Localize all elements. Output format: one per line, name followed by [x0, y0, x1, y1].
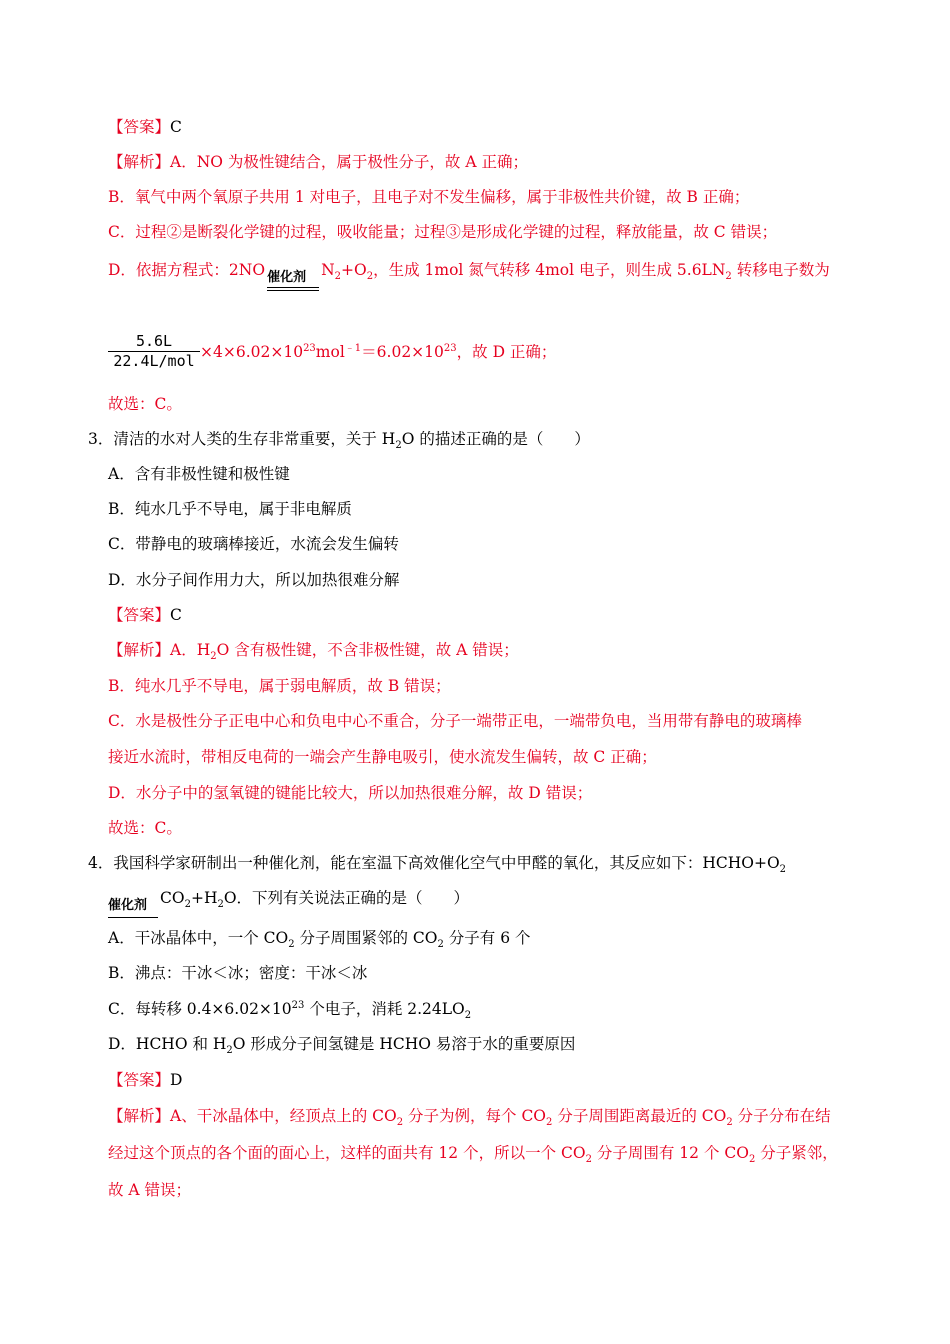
q3-option-d: D．水分子间作用力大，所以加热很难分解 — [108, 571, 400, 589]
q3-analysis-c1: C．水是极性分子正电中心和负电中心不重合，分子一端带正电，一端带负电，当用带有静电的玻璃棒 — [108, 712, 802, 730]
catalyst-arrow — [108, 898, 158, 920]
subscript: 2 — [464, 1010, 472, 1022]
q3-analysis-b: B．纯水几乎不导电，属于弱电解质，故 B 错误； — [108, 677, 451, 695]
calc-conclusion: ，故 D 正确； — [456, 343, 557, 361]
q3-option-b: B．纯水几乎不导电，属于非电解质 — [108, 500, 352, 518]
fraction-denominator: 22.4L/mol — [113, 352, 195, 370]
analysis-tag: 【解析】 — [108, 1107, 171, 1125]
subscript: 2 — [748, 1154, 756, 1166]
subscript: 2 — [726, 1117, 733, 1129]
option-text: 分子有 6 个 — [443, 929, 531, 947]
answer-value: C — [170, 118, 182, 136]
q3-option-a: A．含有非极性键和极性键 — [108, 465, 290, 483]
analysis-text: 经过这个顶点的各个面的面心上，这样的面共有 12 个，所以一个 CO — [108, 1144, 586, 1162]
analysis-text: A．H — [170, 641, 211, 659]
equation-n: N — [321, 261, 335, 279]
q3-option-c: C．带静电的玻璃棒接近，水流会发生偏转 — [108, 535, 399, 553]
subscript: 2 — [396, 1117, 404, 1129]
subscript: 2 — [585, 1154, 592, 1166]
analysis-text: A、干冰晶体中，经顶点上的 CO — [170, 1107, 397, 1125]
superscript: 23 — [443, 342, 457, 354]
q4-option-d — [108, 1034, 576, 1057]
answer-value: D — [170, 1071, 183, 1089]
subscript: 2 — [184, 899, 191, 911]
subscript: 2 — [366, 271, 374, 283]
subscript: 2 — [226, 1045, 233, 1057]
equation-prefix: D．依据方程式：2NO — [108, 261, 266, 279]
q3-answer-line — [108, 605, 182, 625]
q2-answer-line — [108, 117, 182, 137]
option-text: C．每转移 0.4×6.02×10 — [108, 1000, 292, 1018]
q4-stem-2 — [108, 880, 469, 920]
superscript: 23 — [303, 342, 316, 354]
arrow-icon — [108, 914, 158, 920]
q2-choose: 故选：C。 — [108, 395, 182, 413]
catalyst-label: 催化剂 — [267, 270, 307, 285]
fraction — [108, 332, 200, 371]
superscript: 23 — [291, 999, 305, 1011]
catalyst-reversible-arrow — [267, 270, 319, 292]
q2-calc-line — [200, 342, 556, 362]
analysis-text: 分子周围距离最近的 CO — [552, 1107, 727, 1125]
subscript: 2 — [395, 440, 402, 452]
q4-analysis-1 — [108, 1106, 831, 1129]
stem-text: 3．清洁的水对人类的生存非常重要，关于 H — [88, 430, 396, 448]
subscript: 2 — [779, 864, 787, 876]
q2-analysis-c: C．过程②是断裂化学键的过程，吸收能量；过程③是形成化学键的过程，释放能量，故 C 错误； — [108, 223, 778, 241]
analysis-text: 分子紧邻， — [755, 1144, 838, 1162]
superscript: ﹣1 — [344, 342, 362, 354]
subscript: 2 — [437, 939, 444, 951]
subscript: 2 — [725, 271, 732, 283]
q4-analysis-2 — [108, 1143, 838, 1166]
subscript: 2 — [210, 651, 217, 663]
q4-option-c — [108, 999, 472, 1022]
q3-analysis-c2: 接近水流时，带相反电荷的一端会产生静电吸引，使水流发生偏转，故 C 正确； — [108, 748, 657, 766]
option-text: D．HCHO 和 H — [108, 1035, 227, 1053]
q3-analysis-d: D．水分子中的氢氧键的键能比较大，所以加热很难分解，故 D 错误； — [108, 784, 593, 802]
analysis-text: 分子为例，每个 CO — [403, 1107, 547, 1125]
answer-tag: 【答案】 — [108, 118, 171, 136]
answer-tag: 【答案】 — [108, 606, 171, 624]
stem-text: CO — [160, 889, 185, 907]
analysis-text: 分子分布在结 — [732, 1107, 831, 1125]
equation-end: 转移电子数为 — [731, 261, 830, 279]
catalyst-label: 催化剂 — [108, 898, 148, 913]
analysis-text: A．NO 为极性键结合，属于极性分子，故 A 正确； — [170, 153, 528, 171]
q4-stem-1 — [88, 853, 787, 876]
calc-part: ×4×6.02×10 — [200, 343, 304, 361]
analysis-text: O 含有极性键，不含非极性键，故 A 错误； — [216, 641, 519, 659]
option-text: A．干冰晶体中，一个 CO — [108, 929, 289, 947]
q4-analysis-3: 故 A 错误； — [108, 1181, 192, 1199]
answer-value: C — [170, 606, 182, 624]
stem-text: O．下列有关说法正确的是（ ） — [223, 889, 470, 907]
option-text: 个电子，消耗 2.24LO — [304, 1000, 465, 1018]
reversible-arrow-icon — [267, 286, 319, 292]
calc-unit: mol — [315, 343, 345, 361]
q3-stem — [88, 429, 590, 452]
analysis-text: 分子周围有 12 个 CO — [591, 1144, 749, 1162]
answer-tag: 【答案】 — [108, 1071, 171, 1089]
q2-analysis-b: B．氧气中两个氧原子共用 1 对电子，且电子对不发生偏移，属于非极性共价键，故 B 正确； — [108, 188, 750, 206]
q3-choose: 故选：C。 — [108, 819, 182, 837]
q4-option-a — [108, 928, 531, 951]
option-text: O 形成分子间氢键是 HCHO 易溶于水的重要原因 — [232, 1035, 576, 1053]
q4-option-b: B．沸点：干冰＜冰；密度：干冰＜冰 — [108, 964, 368, 982]
fraction-numerator: 5.6L — [135, 332, 173, 350]
equation-text: ，生成 1mol 氮气转移 4mol 电子，则生成 5.6LN — [373, 261, 726, 279]
subscript: 2 — [546, 1117, 553, 1129]
q2-analysis-d — [108, 252, 830, 292]
stem-text: +H — [190, 889, 218, 907]
stem-text: 4．我国科学家研制出一种催化剂，能在室温下高效催化空气中甲醛的氧化，其反应如下：HCHO+O — [88, 854, 780, 872]
analysis-tag: 【解析】 — [108, 153, 171, 171]
subscript: 2 — [217, 899, 224, 911]
q4-answer-line — [108, 1070, 182, 1090]
equation-o: +O — [341, 261, 367, 279]
analysis-tag: 【解析】 — [108, 641, 171, 659]
calc-part: ＝6.02×10 — [361, 343, 444, 361]
q2-analysis-a — [108, 152, 528, 172]
option-text: 分子周围紧邻的 CO — [294, 929, 438, 947]
subscript: 2 — [288, 939, 295, 951]
stem-text: O 的描述正确的是（ ） — [401, 430, 590, 448]
q3-analysis-a — [108, 640, 519, 663]
subscript: 2 — [334, 271, 341, 283]
